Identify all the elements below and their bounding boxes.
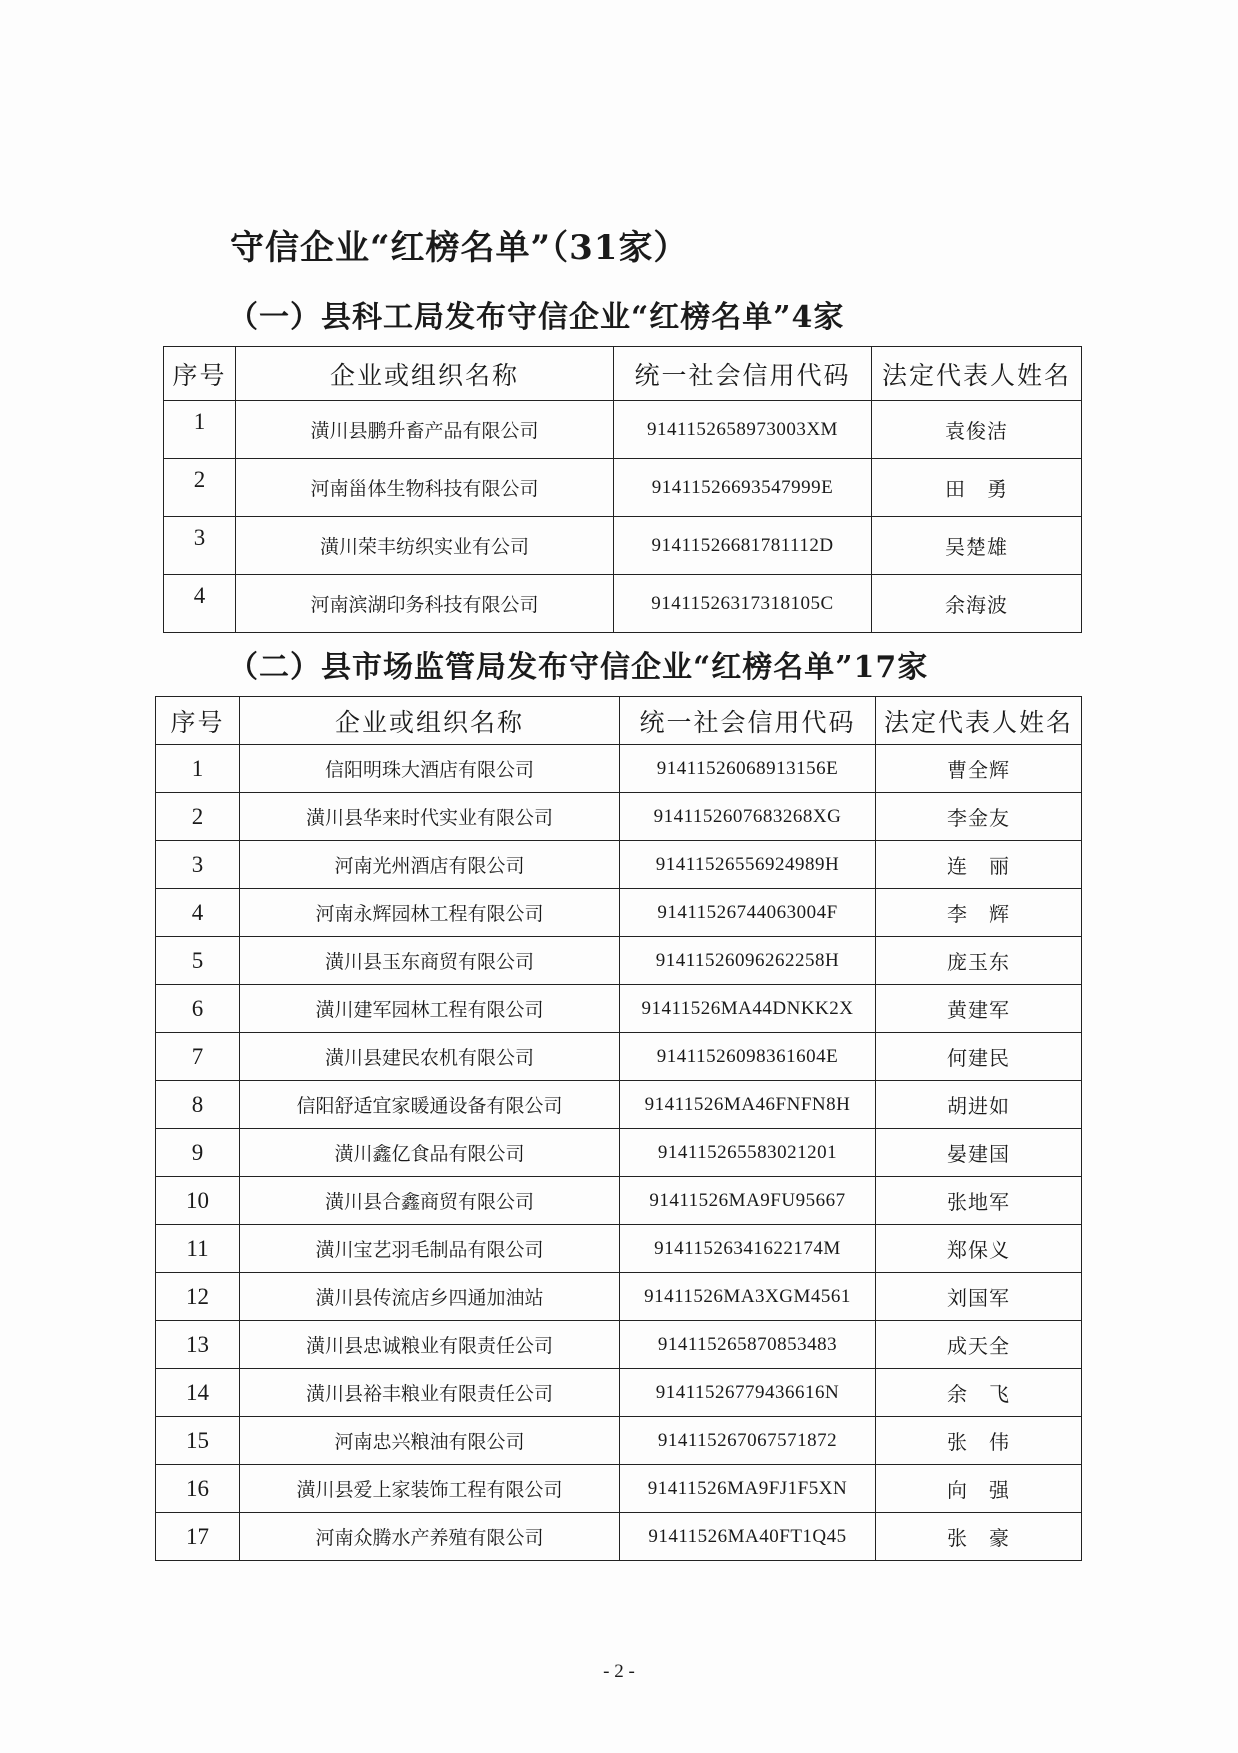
table-header-row: [164, 347, 1082, 401]
row-company-name-cell: 潢川鑫亿食品有限公司: [240, 1129, 620, 1177]
row-company-name-cell: 潢川县忠诚粮业有限责任公司: [240, 1321, 620, 1369]
row-company-name-cell: 河南永辉园林工程有限公司: [240, 889, 620, 937]
section-1-table: [163, 346, 1082, 633]
row-seq-cell: 5: [156, 937, 240, 985]
page-title: 守信企业“红榜名单”（31家）: [230, 228, 689, 268]
row-credit-code-cell: 91411526693547999E: [614, 459, 872, 517]
row-company-name-cell: 潢川县合鑫商贸有限公司: [240, 1177, 620, 1225]
table-row: [164, 575, 1082, 633]
section-2-heading: （二）县市场监管局发布守信企业“红榜名单”17家: [228, 650, 929, 685]
row-seq-cell: 14: [156, 1369, 240, 1417]
row-credit-code-cell: 914115265870853483: [620, 1321, 876, 1369]
row-credit-code-cell: 9141152607683268XG: [620, 793, 876, 841]
row-company-name-cell: 信阳明珠大酒店有限公司: [240, 745, 620, 793]
row-company-name-cell: 潢川县爱上家装饰工程有限公司: [240, 1465, 620, 1513]
row-legal-rep-cell: 张地军: [876, 1177, 1082, 1225]
row-credit-code-cell: 91411526556924989H: [620, 841, 876, 889]
table-row: [156, 937, 1082, 985]
row-legal-rep-cell: 余 飞: [876, 1369, 1082, 1417]
table-row: [156, 1273, 1082, 1321]
table-row: [156, 1513, 1082, 1561]
column-header-seq: 序号: [156, 697, 240, 745]
row-seq-cell: 11: [156, 1225, 240, 1273]
table-row: [156, 1081, 1082, 1129]
table-row: [156, 1129, 1082, 1177]
row-company-name-cell: 河南众腾水产养殖有限公司: [240, 1513, 620, 1561]
row-credit-code-cell: 91411526MA3XGM4561: [620, 1273, 876, 1321]
row-credit-code-cell: 914115265583021201: [620, 1129, 876, 1177]
row-seq-cell: 16: [156, 1465, 240, 1513]
table-row: [156, 841, 1082, 889]
row-seq-cell: 1: [164, 401, 236, 459]
table-row: [156, 1225, 1082, 1273]
row-company-name-cell: 潢川建军园林工程有限公司: [240, 985, 620, 1033]
column-header-rep: 法定代表人姓名: [876, 697, 1082, 745]
row-credit-code-cell: 9141152658973003XM: [614, 401, 872, 459]
table-row: [156, 793, 1082, 841]
row-company-name-cell: 潢川宝艺羽毛制品有限公司: [240, 1225, 620, 1273]
row-legal-rep-cell: 胡进如: [876, 1081, 1082, 1129]
page-number: - 2 -: [603, 1661, 635, 1682]
row-seq-cell: 9: [156, 1129, 240, 1177]
row-legal-rep-cell: 向 强: [876, 1465, 1082, 1513]
row-credit-code-cell: 91411526098361604E: [620, 1033, 876, 1081]
table-row: [156, 1465, 1082, 1513]
row-seq-cell: 8: [156, 1081, 240, 1129]
row-seq-cell: 3: [164, 517, 236, 575]
row-company-name-cell: 潢川县鹏升畜产品有限公司: [236, 401, 614, 459]
row-seq-cell: 2: [156, 793, 240, 841]
table-row: [156, 1177, 1082, 1225]
column-header-rep: 法定代表人姓名: [872, 347, 1082, 401]
column-header-code: 统一社会信用代码: [614, 347, 872, 401]
section-2-rows: [156, 745, 1082, 1561]
row-company-name-cell: 潢川县华来时代实业有限公司: [240, 793, 620, 841]
row-credit-code-cell: 91411526MA9FU95667: [620, 1177, 876, 1225]
section-2-table: [155, 696, 1082, 1561]
row-legal-rep-cell: 张 伟: [876, 1417, 1082, 1465]
row-seq-cell: 15: [156, 1417, 240, 1465]
table-row: [156, 1417, 1082, 1465]
row-credit-code-cell: 91411526681781112D: [614, 517, 872, 575]
row-company-name-cell: 信阳舒适宜家暖通设备有限公司: [240, 1081, 620, 1129]
row-company-name-cell: 河南滨湖印务科技有限公司: [236, 575, 614, 633]
table-row: [156, 1321, 1082, 1369]
row-seq-cell: 12: [156, 1273, 240, 1321]
row-company-name-cell: 潢川县传流店乡四通加油站: [240, 1273, 620, 1321]
section-1-rows: [164, 401, 1082, 633]
row-legal-rep-cell: 田 勇: [872, 459, 1082, 517]
row-legal-rep-cell: 庞玉东: [876, 937, 1082, 985]
row-company-name-cell: 河南忠兴粮油有限公司: [240, 1417, 620, 1465]
row-legal-rep-cell: 郑保义: [876, 1225, 1082, 1273]
row-legal-rep-cell: 刘国军: [876, 1273, 1082, 1321]
column-header-code: 统一社会信用代码: [620, 697, 876, 745]
row-seq-cell: 2: [164, 459, 236, 517]
row-credit-code-cell: 91411526317318105C: [614, 575, 872, 633]
row-company-name-cell: 潢川县建民农机有限公司: [240, 1033, 620, 1081]
row-credit-code-cell: 91411526779436616N: [620, 1369, 876, 1417]
row-legal-rep-cell: 袁俊洁: [872, 401, 1082, 459]
row-legal-rep-cell: 晏建国: [876, 1129, 1082, 1177]
row-seq-cell: 17: [156, 1513, 240, 1561]
row-legal-rep-cell: 黄建军: [876, 985, 1082, 1033]
row-credit-code-cell: 91411526MA44DNKK2X: [620, 985, 876, 1033]
row-legal-rep-cell: 李金友: [876, 793, 1082, 841]
row-company-name-cell: 河南甾体生物科技有限公司: [236, 459, 614, 517]
row-legal-rep-cell: 李 辉: [876, 889, 1082, 937]
column-header-seq: 序号: [164, 347, 236, 401]
row-legal-rep-cell: 吴楚雄: [872, 517, 1082, 575]
table-row: [156, 985, 1082, 1033]
table-row: [156, 1033, 1082, 1081]
row-seq-cell: 3: [156, 841, 240, 889]
row-credit-code-cell: 914115267067571872: [620, 1417, 876, 1465]
row-seq-cell: 1: [156, 745, 240, 793]
row-company-name-cell: 河南光州酒店有限公司: [240, 841, 620, 889]
row-company-name-cell: 潢川荣丰纺织实业有公司: [236, 517, 614, 575]
table-header-row: [156, 697, 1082, 745]
row-credit-code-cell: 91411526MA9FJ1F5XN: [620, 1465, 876, 1513]
row-credit-code-cell: 91411526MA46FNFN8H: [620, 1081, 876, 1129]
row-seq-cell: 6: [156, 985, 240, 1033]
column-header-name: 企业或组织名称: [236, 347, 614, 401]
table-row: [164, 401, 1082, 459]
row-legal-rep-cell: 何建民: [876, 1033, 1082, 1081]
row-seq-cell: 7: [156, 1033, 240, 1081]
row-legal-rep-cell: 连 丽: [876, 841, 1082, 889]
row-seq-cell: 13: [156, 1321, 240, 1369]
row-company-name-cell: 潢川县裕丰粮业有限责任公司: [240, 1369, 620, 1417]
row-credit-code-cell: 91411526744063004F: [620, 889, 876, 937]
row-legal-rep-cell: 余海波: [872, 575, 1082, 633]
table-row: [156, 889, 1082, 937]
row-credit-code-cell: 91411526096262258H: [620, 937, 876, 985]
row-seq-cell: 4: [164, 575, 236, 633]
table-row: [156, 1369, 1082, 1417]
row-company-name-cell: 潢川县玉东商贸有限公司: [240, 937, 620, 985]
row-legal-rep-cell: 成天全: [876, 1321, 1082, 1369]
row-legal-rep-cell: 曹全辉: [876, 745, 1082, 793]
row-seq-cell: 4: [156, 889, 240, 937]
row-credit-code-cell: 91411526MA40FT1Q45: [620, 1513, 876, 1561]
row-seq-cell: 10: [156, 1177, 240, 1225]
row-credit-code-cell: 91411526341622174M: [620, 1225, 876, 1273]
table-row: [156, 745, 1082, 793]
row-legal-rep-cell: 张 豪: [876, 1513, 1082, 1561]
row-credit-code-cell: 91411526068913156E: [620, 745, 876, 793]
section-1-heading: （一）县科工局发布守信企业“红榜名单”4家: [228, 300, 845, 335]
column-header-name: 企业或组织名称: [240, 697, 620, 745]
table-row: [164, 459, 1082, 517]
table-row: [164, 517, 1082, 575]
